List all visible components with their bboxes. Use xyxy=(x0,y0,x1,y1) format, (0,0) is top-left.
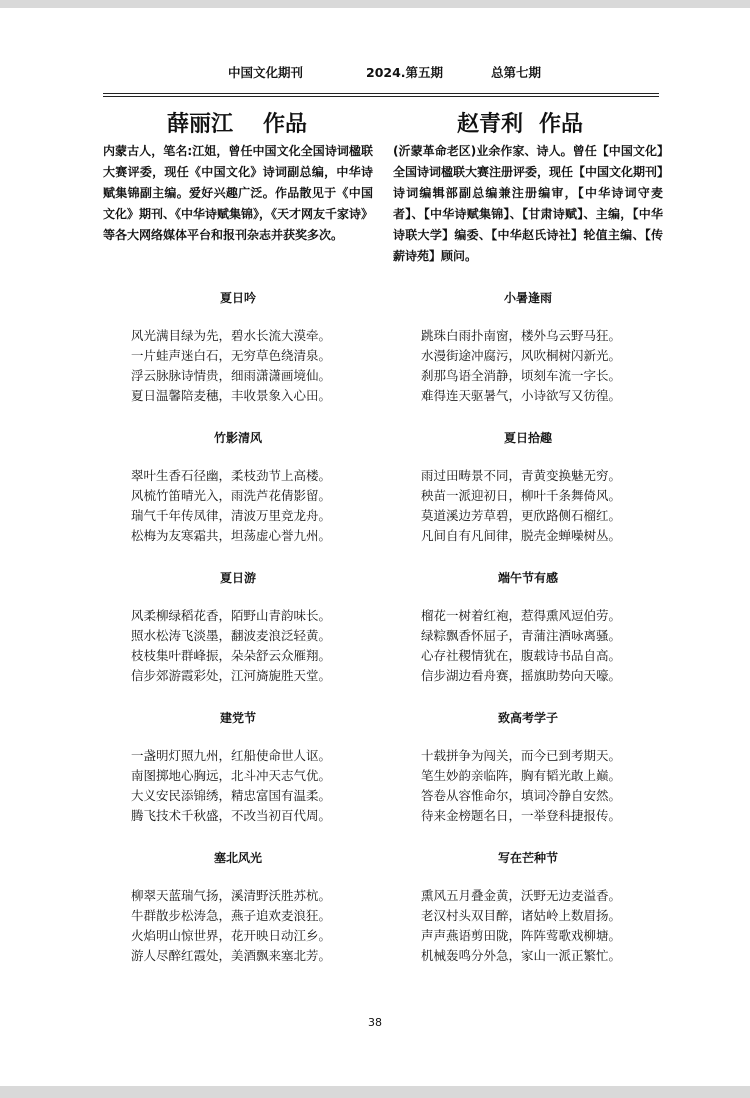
poem-line: 凡间自有凡间律，脱壳金蝉噪树丛。 xyxy=(421,528,622,543)
poem-line: 信步湖边看舟赛，摇旗助势向天嚎。 xyxy=(421,668,622,683)
poem-line: 机械轰鸣分外急，家山一派正繁忙。 xyxy=(421,948,622,963)
poem-line: 雨过田畴景不同，青黄变换魅无穷。 xyxy=(421,468,622,483)
poem-line: 游人尽醉红霞处，美酒飘来塞北芳。 xyxy=(131,948,332,963)
left-column xyxy=(103,103,373,246)
author-heading xyxy=(103,103,373,141)
poem-line: 松梅为友寒霜共，坦荡虚心誉九州。 xyxy=(131,528,332,543)
poem-line: 难得连天驱暑气，小诗欲写又彷徨。 xyxy=(421,388,622,403)
poem xyxy=(103,290,373,406)
poem-line: 风梳竹笛晴光入，雨洗芦花倩影留。 xyxy=(131,488,332,503)
poem-line: 腾飞技术千秋盛，不改当初百代周。 xyxy=(131,808,332,823)
poem-title: 端午节有感 xyxy=(497,571,558,585)
poem-title: 建党节 xyxy=(219,711,256,725)
poem-line: 风光满目绿为先，碧水长流大漠牵。 xyxy=(131,328,332,343)
poem-line: 绿粽飘香怀屈子，青蒲注酒咏离骚。 xyxy=(421,628,622,643)
poem-line: 南图掷地心胸远，北斗冲天志气优。 xyxy=(131,768,332,783)
page-number: 38 xyxy=(368,1016,382,1029)
poem xyxy=(393,570,663,686)
author-name: 薛丽江 xyxy=(167,112,234,137)
poem-line: 风柔柳绿稻花香，陌野山青韵味长。 xyxy=(131,608,332,623)
poem-title: 塞北风光 xyxy=(213,851,262,865)
poem-title: 小暑逢雨 xyxy=(503,291,552,305)
poem-title: 写在芒种节 xyxy=(497,851,558,865)
poem-line: 老汉村头双目醉，诸姑岭上数眉扬。 xyxy=(421,908,622,923)
poem-title: 竹影清风 xyxy=(213,431,262,445)
poem-line: 柳翠天蓝瑞气扬，溪清野沃胜苏杭。 xyxy=(131,888,332,903)
page-header xyxy=(0,63,750,83)
poem-line: 跳珠白雨扑南窗，楼外乌云野马狂。 xyxy=(421,328,622,343)
poem xyxy=(393,850,663,966)
author-role: 作品 xyxy=(539,112,584,137)
poem-line: 榴花一树着红袍，惹得熏风逗伯劳。 xyxy=(421,608,622,623)
poem xyxy=(103,570,373,686)
poem-title: 夏日拾趣 xyxy=(503,431,552,445)
poem xyxy=(393,710,663,826)
journal-name: 中国文化期刊 xyxy=(228,65,304,80)
poem xyxy=(103,710,373,826)
poem-line: 夏日温馨陪麦穗，丰收景象入心田。 xyxy=(131,388,332,403)
poem-title: 夏日游 xyxy=(219,571,256,585)
poem-line: 笔生妙韵亲临阵，胸有韬光敢上巅。 xyxy=(421,768,622,783)
poem-line: 信步郊游霞彩处，江河旖旎胜天堂。 xyxy=(131,668,332,683)
poem-line: 浮云脉脉诗情贵，细雨潇潇画境仙。 xyxy=(131,368,332,383)
author-bio: 内蒙古人，笔名:江姐，曾任中国文化全国诗词楹联大赛评委，现任《中国文化》诗词副总编，中华诗赋集锦副主编。爱好兴趣广泛。作品散见于《中国文化》期刊、《中华诗赋集锦》，《天才网友千家诗》等各大网络媒体平台和报刊杂志并获奖多次。 xyxy=(103,144,374,242)
poem-line: 十载拼争为闯关，而今已到考期天。 xyxy=(421,748,622,763)
author-role: 作品 xyxy=(263,112,308,137)
poem-line: 待来金榜题名日，一举登科捷报传。 xyxy=(421,808,622,823)
poem xyxy=(103,850,373,966)
author-heading xyxy=(393,103,663,141)
poem-line: 枝枝集叶群峰振，朵朵舒云众雁翔。 xyxy=(131,648,332,663)
poem-line: 心存社稷情犹在，腹载诗书品自高。 xyxy=(421,648,622,663)
poem-line: 火焰明山惊世界，花开映日动江乡。 xyxy=(131,928,332,943)
author-bio: (沂蒙革命老区)业余作家、诗人。曾任【中国文化】全国诗词楹联大赛注册评委，现任【中国文化期刊】诗词编辑部副总编兼注册编审，【中华诗词守麦者】、【中华诗赋集锦】、【甘肃诗赋】、主编，【中华诗联大学】编委、【中华赵氏诗社】轮值主编、【传薪诗苑】顾问。 xyxy=(393,144,664,263)
author-name: 赵青利 xyxy=(457,112,524,137)
poem-line: 大义安民添锦绣，精忠富国有温柔。 xyxy=(131,788,332,803)
poem-line: 翠叶生香石径幽，柔枝劲节上高楼。 xyxy=(131,468,332,483)
poem xyxy=(103,430,373,546)
right-column xyxy=(393,103,663,267)
poem-line: 牛群散步松涛急，燕子追欢麦浪狂。 xyxy=(131,908,332,923)
poem-line: 水漫街途冲腐污，风吹桐树闪新光。 xyxy=(421,348,622,363)
poem-line: 熏风五月叠金黄，沃野无边麦溢香。 xyxy=(421,888,622,903)
header-rule-thin xyxy=(103,96,659,97)
poem-line: 刹那鸟语全消静，顷刻车流一字长。 xyxy=(421,368,622,383)
poem-title: 致高考学子 xyxy=(497,711,558,725)
issue-number: 2024.第五期 xyxy=(366,65,444,80)
poem-line: 声声燕语剪田陇，阵阵莺歌戏柳塘。 xyxy=(421,928,622,943)
poem-line: 一盏明灯照九州，红船使命世人讴。 xyxy=(131,748,332,763)
poem xyxy=(393,290,663,406)
poem-line: 照水松涛飞淡墨，翻波麦浪泛轻黄。 xyxy=(131,628,332,643)
poem-line: 莫道溪边芳草碧，更欣路侧石榴红。 xyxy=(421,508,622,523)
poem-line: 秧苗一派迎初日，柳叶千条舞倚风。 xyxy=(421,488,622,503)
poem xyxy=(393,430,663,546)
journal-page xyxy=(0,8,750,1086)
header-rule xyxy=(103,93,659,94)
poem-title: 夏日吟 xyxy=(219,291,256,305)
poem-line: 答卷从容惟命尔，填词冷静自安然。 xyxy=(421,788,622,803)
poem-line: 一片蛙声迷白石，无穷草色绕清泉。 xyxy=(131,348,332,363)
total-issue: 总第七期 xyxy=(491,65,542,80)
poem-line: 瑞气千年传凤律，清波万里竞龙舟。 xyxy=(131,508,332,523)
